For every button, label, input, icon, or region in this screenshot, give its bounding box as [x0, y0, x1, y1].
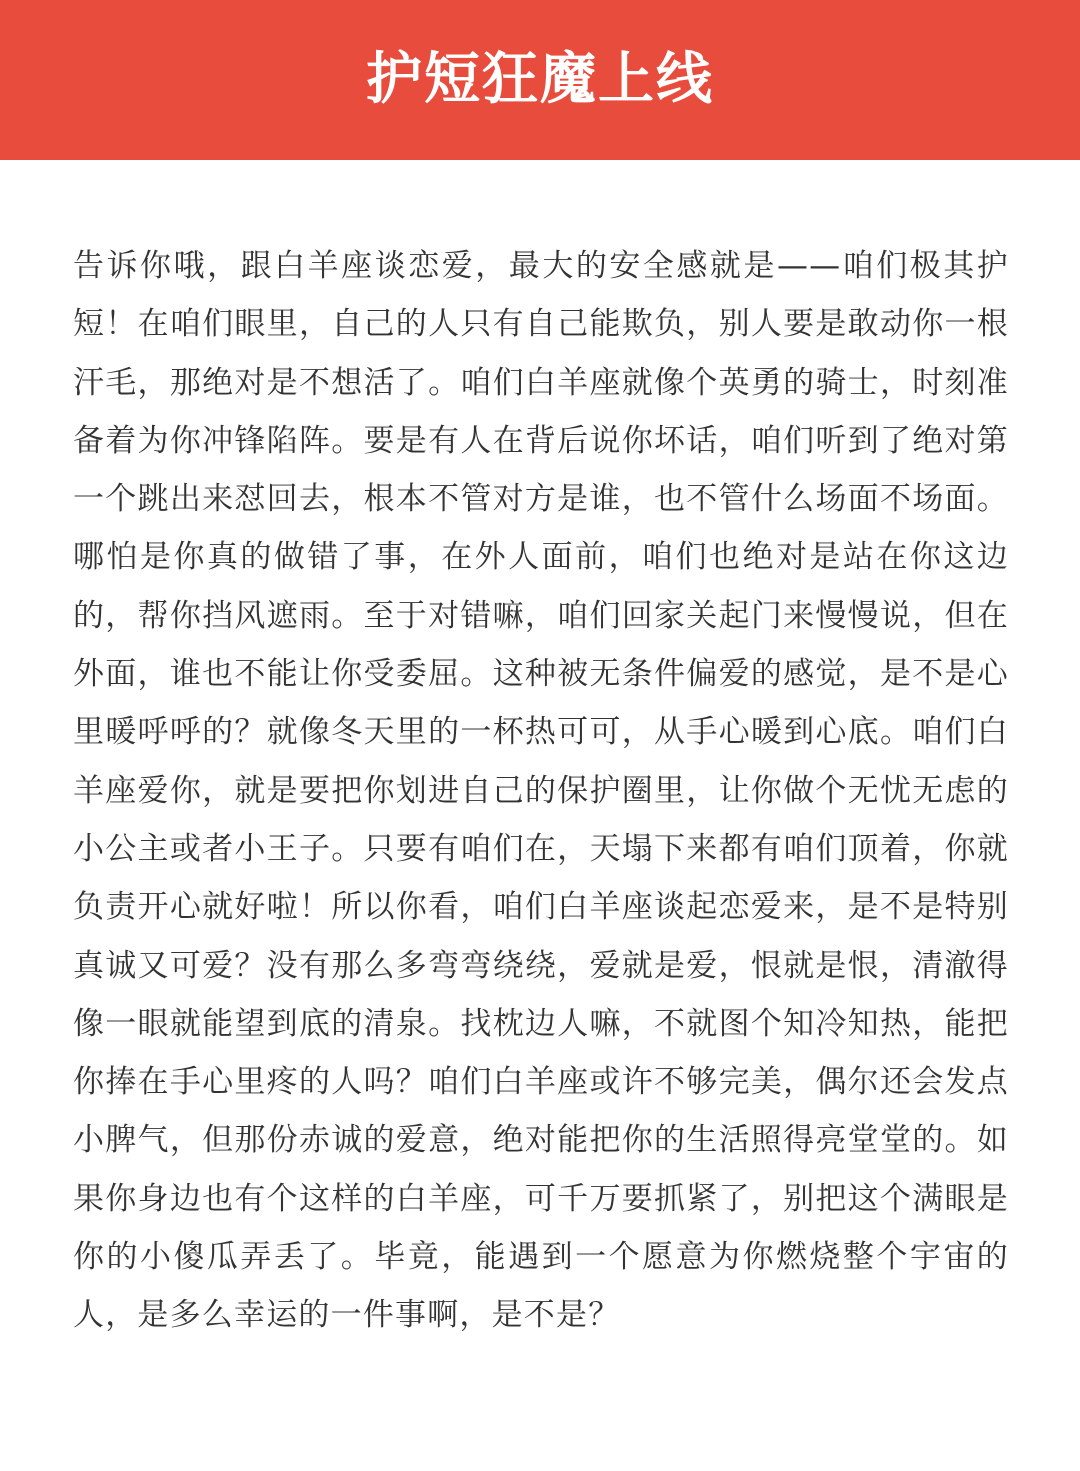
article — [73, 237, 1009, 1345]
article-body: 告诉你哦，跟白羊座谈恋爱，最大的安全感就是——咱们极其护短！在咱们眼里，自己的人只有自己能欺负，别人要是敢动你一根汗毛，那绝对是不想活了。咱们白羊座就像个英勇的骑士，时刻准备着为你冲锋陷阵。要是有人在背后说你坏话，咱们听到了绝对第一个跳出来怼回去，根本不管对方是谁，也不管什么场面不场面。哪怕是你真的做错了事，在外人面前，咱们也绝对是站在你这边的，帮你挡风遮雨。至于对错嘛，咱们回家关起门来慢慢说，但在外面，谁也不能让你受委屈。这种被无条件偏爱的感觉，是不是心里暖呼呼的？就像冬天里的一杯热可可，从手心暖到心底。咱们白羊座爱你，就是要把你划进自己的保护圈里，让你做个无忧无虑的小公主或者小王子。只要有咱们在，天塌下来都有咱们顶着，你就负责开心就好啦！所以你看，咱们白羊座谈起恋爱来，是不是特别真诚又可爱？没有那么多弯弯绕绕，爱就是爱，恨就是恨，清澈得像一眼就能望到底的清泉。找枕边人嘛，不就图个知冷知热，能把你捧在手心里疼的人吗？咱们白羊座或许不够完美，偶尔还会发点小脾气，但那份赤诚的爱意，绝对能把你的生活照得亮堂堂的。如果你身边也有个这样的白羊座，可千万要抓紧了，别把这个满眼是你的小傻瓜弄丢了。毕竟，能遇到一个愿意为你燃烧整个宇宙的人，是多么幸运的一件事啊，是不是？ — [73, 248, 1009, 1334]
title-banner — [0, 0, 1080, 160]
page-title: 护短狂魔上线 — [366, 47, 714, 112]
